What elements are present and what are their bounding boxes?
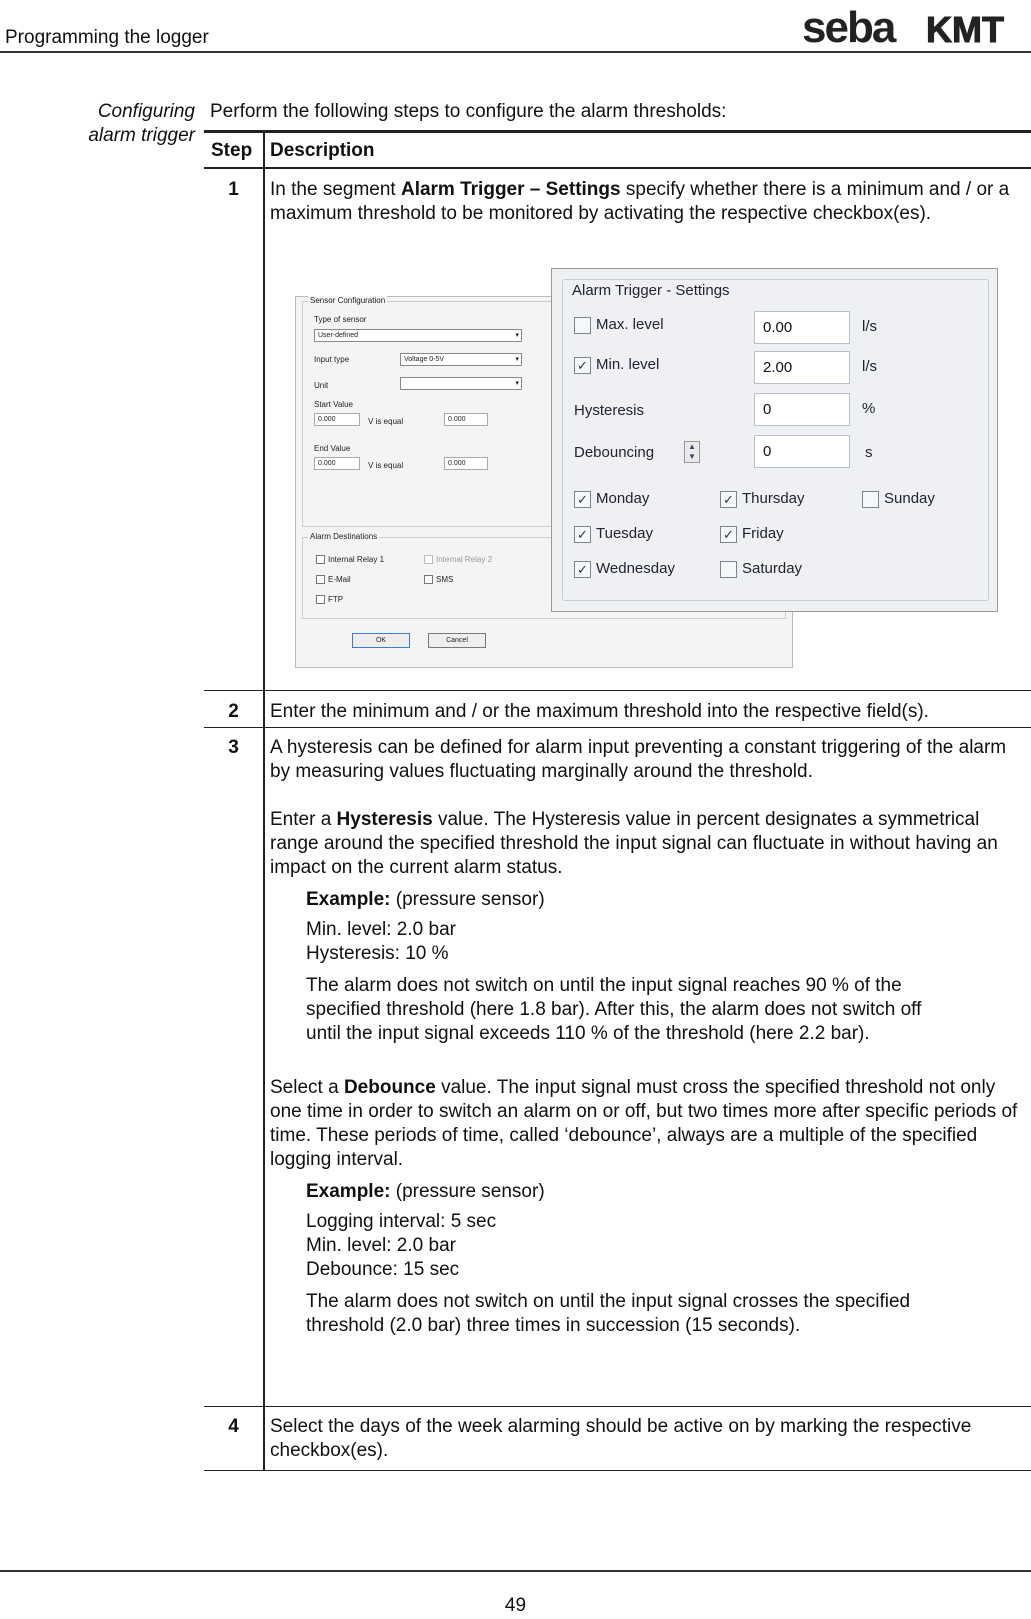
email-checkbox[interactable] [316,575,325,584]
sebakmt-logo [802,8,1028,48]
alarm-trigger-settings-panel [551,268,998,612]
step-number: 4 [228,1416,239,1437]
start-voltage-input[interactable]: 0.000 [314,413,360,426]
margin-heading-line2: alarm trigger [88,125,195,146]
example-debounce [306,1180,1027,1338]
relay1-checkbox[interactable] [316,555,325,564]
max-level-checkbox[interactable] [574,317,591,334]
ftp-label: FTP [328,595,344,604]
end-voltage-input[interactable]: 0.000 [314,457,360,470]
monday-label: Monday [596,490,650,507]
example-label: Example: [306,1181,391,1202]
ok-button[interactable]: OK [352,633,410,648]
debounce-paragraph [270,1076,1027,1172]
step-number: 3 [228,737,239,758]
wednesday-label: Wednesday [596,560,675,577]
hysteresis-label: Hysteresis [574,402,645,419]
max-level-unit: l/s [862,318,877,335]
hysteresis-intro: A hysteresis can be defined for alarm input preventing a constant triggering of the alarm by measuring values fluctuating marginally around the threshold. [270,737,1007,782]
row-divider [204,690,1031,691]
min-level-input[interactable]: 2.00 [754,351,850,384]
example-text: The alarm does not switch on until the input signal crosses the specified threshold (2.0 bar) three times in succession (15 seconds). [306,1291,911,1336]
min-level-checkbox[interactable]: ✓ [574,357,591,374]
end-value-input[interactable]: 0.000 [444,457,488,470]
end-value-label: End Value [314,444,351,453]
example-text: The alarm does not switch on until the input signal reaches 90 % of the specified threshold (here 1.8 bar). After this, the alarm does not switch off until the input signal exceeds 110 % of the threshold (here 2.2 bar). [306,975,922,1044]
type-of-sensor-select[interactable]: User-defined ▾ [314,329,522,342]
example-rest: (pressure sensor) [390,889,545,910]
wednesday-checkbox[interactable]: ✓ [574,561,591,578]
example-line: Debounce: 15 sec [306,1259,460,1280]
tuesday-label: Tuesday [596,525,653,542]
hysteresis-unit: % [862,400,876,417]
step-number: 2 [228,701,239,722]
unit-label: Unit [314,381,329,390]
thursday-label: Thursday [742,490,805,507]
sms-checkbox[interactable] [424,575,433,584]
debouncing-unit: s [865,444,873,461]
hyst-bold: Hysteresis [336,809,433,830]
alarm-destinations-title: Alarm Destinations [310,532,378,541]
step-description: Enter the minimum and / or the maximum threshold into the respective field(s). [270,701,929,722]
saturday-checkbox[interactable] [720,561,737,578]
sensor-config-title: Sensor Configuration [310,296,386,305]
step1-text-post: specify whether there is a minimum and / or a maximum threshold to be monitored by activating the respective checkbox(es). [270,179,1010,224]
example-label: Example: [306,889,391,910]
tuesday-checkbox[interactable]: ✓ [574,526,591,543]
table-header-rule [204,167,1031,169]
monday-checkbox[interactable]: ✓ [574,491,591,508]
step1-text-pre: In the segment [270,179,401,200]
example-rest: (pressure sensor) [390,1181,545,1202]
col-header-step: Step [211,140,253,161]
example-line: Hysteresis: 10 % [306,943,449,964]
end-is-equal-label: V is equal [368,461,404,470]
example-line: Min. level: 2.0 bar [306,919,456,940]
debouncing-input[interactable]: 0 [754,435,850,468]
relay1-label: Internal Relay 1 [328,555,385,564]
deb-post: value. The input signal must cross the specified threshold not only one time in order to switch an alarm on or off, but two times more after specific periods of time. These periods of time, called ‘debounce’, always are a multiple of the specified logging interval. [270,1077,1018,1170]
saturday-label: Saturday [742,560,803,577]
friday-label: Friday [742,525,784,542]
max-level-label: Max. level [596,316,664,333]
cancel-button[interactable]: Cancel [428,633,486,648]
thursday-checkbox[interactable]: ✓ [720,491,737,508]
step-description: Select the days of the week alarming should be active on by marking the respective checkbox(es). [270,1416,972,1461]
sunday-checkbox[interactable] [862,491,879,508]
header-rule [0,51,1031,53]
sms-label: SMS [436,575,454,584]
hysteresis-input[interactable]: 0 [754,393,850,426]
row-divider [204,727,1031,728]
table-bottom-rule [204,1470,1031,1471]
step-description [270,178,1027,226]
hysteresis-paragraph [270,808,1027,880]
input-type-label: Input type [314,355,350,364]
footer-rule [0,1570,1031,1572]
logo-text-kmt: KMT [926,9,1004,48]
example-hysteresis [306,888,1027,1046]
start-is-equal-label: V is equal [368,417,404,426]
example-line: Logging interval: 5 sec [306,1211,497,1232]
step1-text-bold: Alarm Trigger – Settings [400,179,621,200]
email-label: E-Mail [328,575,351,584]
step-description [270,736,1027,1338]
col-header-description: Description [270,140,375,161]
debouncing-spinner[interactable]: ▲ ▼ [684,441,700,463]
relay2-label: Internal Relay 2 [436,555,493,564]
row-divider [204,1406,1031,1407]
sunday-label: Sunday [884,490,935,507]
deb-pre: Select a [270,1077,344,1098]
intro-text: Perform the following steps to configure the alarm thresholds: [210,101,727,122]
margin-heading-line1: Configuring [97,101,195,122]
hyst-pre: Enter a [270,809,337,830]
type-of-sensor-label: Type of sensor [314,315,367,324]
friday-checkbox[interactable]: ✓ [720,526,737,543]
column-divider [263,130,265,1471]
margin-heading [55,100,195,148]
start-value-label: Start Value [314,400,353,409]
start-value-input[interactable]: 0.000 [444,413,488,426]
settings-screenshot [295,268,1020,668]
max-level-input[interactable]: 0.00 [754,311,850,344]
deb-bold: Debounce [343,1077,436,1098]
debouncing-label: Debouncing [574,444,655,461]
relay2-checkbox[interactable] [424,555,433,564]
alarm-trigger-title: Alarm Trigger - Settings [572,282,730,299]
page-header-title: Programming the logger [5,27,209,48]
logo-text-seba: seba [802,8,895,48]
page-number: 49 [504,1595,527,1616]
example-line: Min. level: 2.0 bar [306,1235,456,1256]
input-type-select[interactable]: Voltage 0-5V ▾ [400,353,522,366]
unit-select[interactable] [400,377,522,390]
step-number: 1 [228,179,239,200]
table-top-rule [204,130,1031,133]
min-level-label: Min. level [596,356,660,373]
min-level-unit: l/s [862,358,877,375]
hyst-post: value. The Hysteresis value in percent designates a symmetrical range around the specified threshold the input signal can fluctuate in without having an impact on the current alarm status. [270,809,998,878]
ftp-checkbox[interactable] [316,595,325,604]
